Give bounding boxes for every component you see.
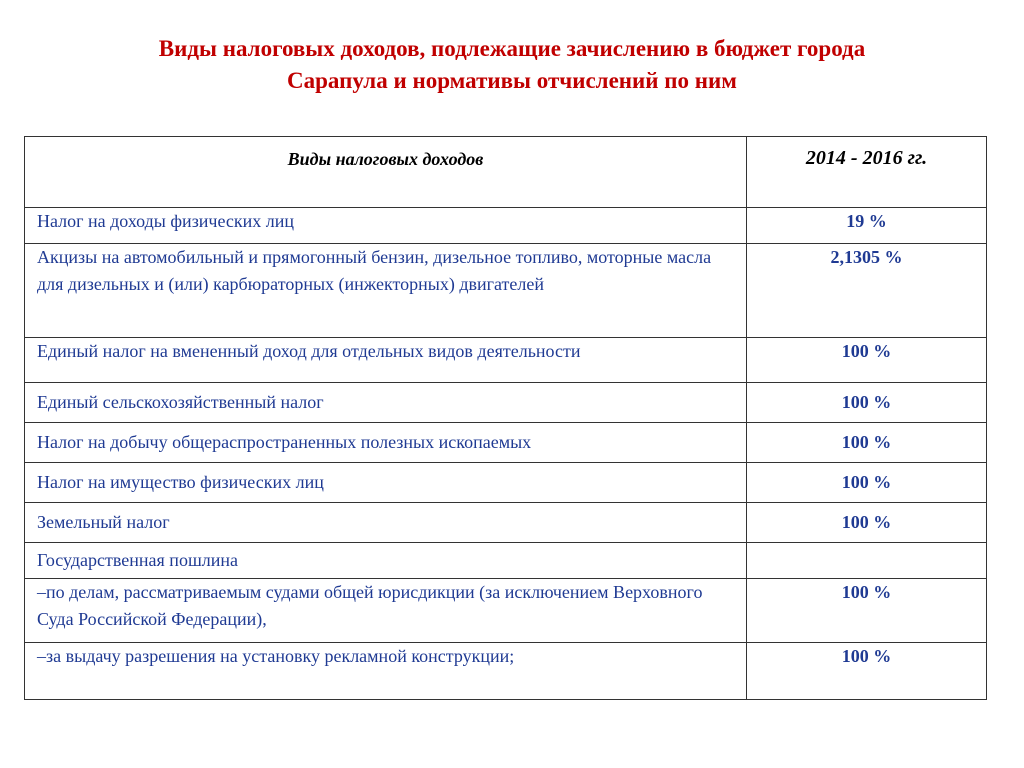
tax-rate: 100 % <box>747 338 987 383</box>
tax-name: Налог на доходы физических лиц <box>25 208 747 244</box>
tax-rate: 100 % <box>747 383 987 423</box>
table-header-row <box>25 137 987 208</box>
table-row <box>25 643 987 700</box>
table-row <box>25 383 987 423</box>
tax-rate: 100 % <box>747 423 987 463</box>
tax-rate: 100 % <box>747 579 987 643</box>
title-line-2: Сарапула и нормативы отчислений по ним <box>287 68 737 93</box>
table-row <box>25 423 987 463</box>
tax-name: –по делам, рассматриваемым судами общей юрисдикции (за исключением Верховного Суда Российской Федерации), <box>25 579 747 643</box>
header-period: 2014 - 2016 гг. <box>747 137 987 208</box>
tax-name: –за выдачу разрешения на установку рекламной конструкции; <box>25 643 747 700</box>
tax-name: Земельный налог <box>25 503 747 543</box>
table-row <box>25 503 987 543</box>
tax-name: Налог на добычу общераспространенных полезных ископаемых <box>25 423 747 463</box>
table-row <box>25 244 987 338</box>
tax-rate: 2,1305 % <box>747 244 987 338</box>
tax-table <box>24 136 987 700</box>
title-line-1: Виды налоговых доходов, подлежащие зачислению в бюджет города <box>158 36 866 61</box>
table-row <box>25 338 987 383</box>
tax-name: Единый налог на вмененный доход для отдельных видов деятельности <box>25 338 747 383</box>
tax-rate: 100 % <box>747 643 987 700</box>
table-row <box>25 208 987 244</box>
tax-rate <box>747 543 987 579</box>
page-title <box>40 33 984 97</box>
tax-rate: 19 % <box>747 208 987 244</box>
table-row <box>25 463 987 503</box>
tax-rate: 100 % <box>747 463 987 503</box>
tax-name: Единый сельскохозяйственный налог <box>25 383 747 423</box>
table-row <box>25 579 987 643</box>
header-tax-types: Виды налоговых доходов <box>25 137 747 208</box>
table-row <box>25 543 987 579</box>
tax-name: Акцизы на автомобильный и прямогонный бензин, дизельное топливо, моторные масла для дизельных и (или) карбюраторных (инжекторных) двигателей <box>25 244 747 338</box>
tax-rate: 100 % <box>747 503 987 543</box>
tax-name: Налог на имущество физических лиц <box>25 463 747 503</box>
tax-name: Государственная пошлина <box>25 543 747 579</box>
